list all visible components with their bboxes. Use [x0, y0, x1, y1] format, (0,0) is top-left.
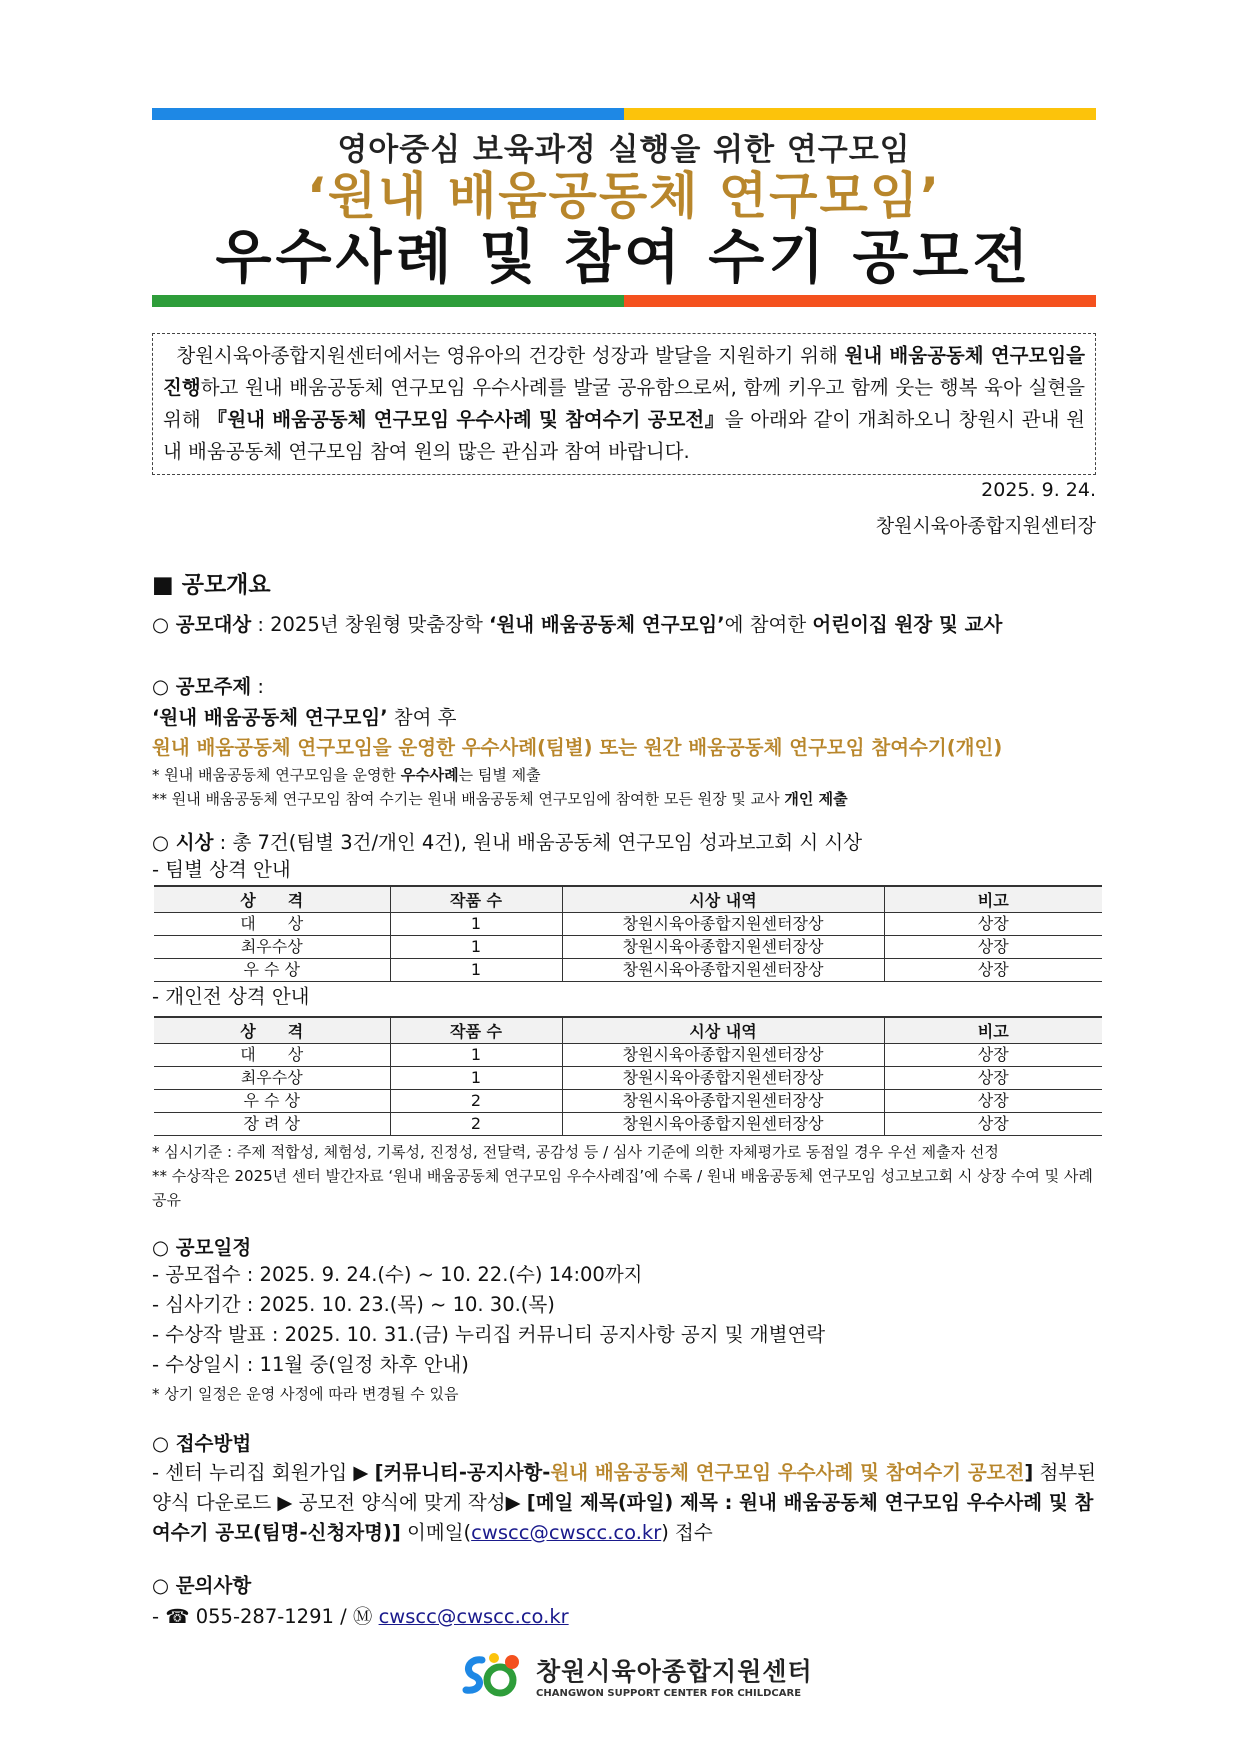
column-header: 작품 수 [390, 1017, 562, 1044]
column-header: 시상 내역 [562, 1017, 884, 1044]
signature: 창원시육아종합지원센터장 [875, 514, 1096, 537]
contest-title: 우수사례 및 참여 수기 공모전 [215, 223, 1033, 291]
table-row: 대 상 1 창원시육아종합지원센터장상 상장 [154, 912, 1102, 935]
table-row: 최우수상 1 창원시육아종합지원센터장상 상장 [154, 1066, 1102, 1089]
intro-box: 창원시육아종합지원센터에서는 영유아의 건강한 성장과 발달을 지원하기 위해 원내 배움공동체 연구모임을 진행하고 원내 배움공동체 연구모임 우수사례를 발굴 공유함으로써, 함께 키우고 함께 웃는 행복 육아 실현을 위해 『원내 배움공동체 연구모임 우수사례 및 참여수기 공모전』을 아래와 같이 개최하오니 창원시 관내 원내 배움공동체 연구모임 참여 원의 많은 관심과 참여 바랍니다. [152, 333, 1096, 475]
schedule-line: - 심사기간 : 2025. 10. 23.(목) ~ 10. 30.(목) [152, 1292, 555, 1316]
main-title: ‘원내 배움공동체 연구모임’ [306, 167, 942, 225]
column-header: 시상 내역 [562, 886, 884, 913]
individual-award-table [154, 1016, 1102, 1136]
theme-line1: ‘원내 배움공동체 연구모임’ 참여 후 [152, 705, 457, 729]
schedule-line: - 공모접수 : 2025. 9. 24.(수) ~ 10. 22.(수) 14:00까지 [152, 1262, 643, 1286]
submit-item: ○ 접수방법 [152, 1431, 252, 1455]
document-page [152, 108, 1096, 1632]
column-header: 상 격 [154, 886, 390, 913]
contact-email-link[interactable]: cwscc@cwscc.co.kr [378, 1604, 569, 1628]
top-color-bar [152, 108, 1096, 120]
contact-item: ○ 문의사항 [152, 1573, 252, 1597]
theme-line2: 원내 배움공동체 연구모임을 운영한 우수사례(팀별) 또는 원간 배움공동체 연구모임 참여수기(개인) [152, 735, 1003, 759]
column-header: 상 격 [154, 1017, 390, 1044]
column-header: 비고 [884, 886, 1102, 913]
target-item: ○ 공모대상 : 2025년 창원형 맞춤장학 ‘원내 배움공동체 연구모임’에 참여한 어린이집 원장 및 교사 [152, 612, 1003, 636]
schedule-line: - 수상일시 : 11월 중(일정 차후 안내) [152, 1352, 469, 1376]
schedule-line: - 수상작 발표 : 2025. 10. 31.(금) 누리집 커뮤니티 공지사항 공지 및 개별연락 [152, 1322, 826, 1346]
footer-name-en: CHANGWON SUPPORT CENTER FOR CHILDCARE [536, 1687, 802, 1699]
schedule-item: ○ 공모일정 [152, 1235, 252, 1259]
phone-icon: ☎ [165, 1604, 190, 1628]
submit-text: - 센터 누리집 회원가입 ▶ [커뮤니티-공지사항-원내 배움공동체 연구모임 우수사례 및 참여수기 공모전] 첨부된 양식 다운로드 ▶ 공모전 양식에 맞게 작성▶ [메일 제목(파일) 제목 : 원내 배움공동체 연구모임 우수사례 및 참여수기 공모(팀명-신청자명)] 이메일(cwscc@cwscc.co.kr) 접수 [152, 1460, 1096, 1544]
mail-icon: Ⓜ [352, 1604, 373, 1628]
theme-note2: ** 원내 배움공동체 연구모임 참여 수기는 원내 배움공동체 연구모임에 참여한 모든 원장 및 교사 개인 제출 [152, 789, 848, 808]
individual-caption: - 개인전 상격 안내 [152, 984, 310, 1008]
center-logo-icon [460, 1650, 526, 1700]
table-row: 우 수 상 2 창원시육아종합지원센터장상 상장 [154, 1089, 1102, 1112]
email-link[interactable]: cwscc@cwscc.co.kr [471, 1520, 662, 1544]
theme-note1: * 원내 배움공동체 연구모임을 운영한 우수사례는 팀별 제출 [152, 765, 541, 784]
table-row: 최우수상 1 창원시육아종합지원센터장상 상장 [154, 935, 1102, 958]
table-row: 장 려 상 2 창원시육아종합지원센터장상 상장 [154, 1112, 1102, 1135]
overview-heading: ■ 공모개요 [152, 571, 271, 598]
table-row: 대 상 1 창원시육아종합지원센터장상 상장 [154, 1043, 1102, 1066]
bottom-color-bar [152, 295, 1096, 307]
award-note2: ** 수상작은 2025년 센터 발간자료 ‘원내 배움공동체 연구모임 우수사례집’에 수록 / 원내 배움공동체 연구모임 성고보고회 시 상장 수여 및 사례 공유 [152, 1166, 1093, 1209]
subtitle: 영아중심 보육과정 실행을 위한 연구모임 [337, 132, 911, 168]
footer-name-ko: 창원시육아종합지원센터 [536, 1656, 813, 1686]
team-caption: - 팀별 상격 안내 [152, 857, 291, 881]
column-header: 작품 수 [390, 886, 562, 913]
award-item: ○ 시상 : 총 7건(팀별 3건/개인 4건), 원내 배움공동체 연구모임 성과보고회 시 시상 [152, 830, 863, 854]
column-header: 비고 [884, 1017, 1102, 1044]
issue-date: 2025. 9. 24. [981, 478, 1096, 501]
award-note1: * 심시기준 : 주제 적합성, 체험성, 기록성, 진정성, 전달력, 공감성 등 / 심사 기준에 의한 자체평가로 동점일 경우 우선 제출자 선정 [152, 1142, 999, 1161]
theme-item: ○ 공모주제 : [152, 674, 264, 698]
footer-logo [460, 1650, 813, 1700]
team-award-table [154, 885, 1102, 982]
contact-line: - ☎ 055-287-1291 / Ⓜ cwscc@cwscc.co.kr [152, 1604, 569, 1628]
schedule-note: * 상기 일정은 운영 사정에 따라 변경될 수 있음 [152, 1384, 459, 1403]
table-row: 우 수 상 1 창원시육아종합지원센터장상 상장 [154, 958, 1102, 981]
